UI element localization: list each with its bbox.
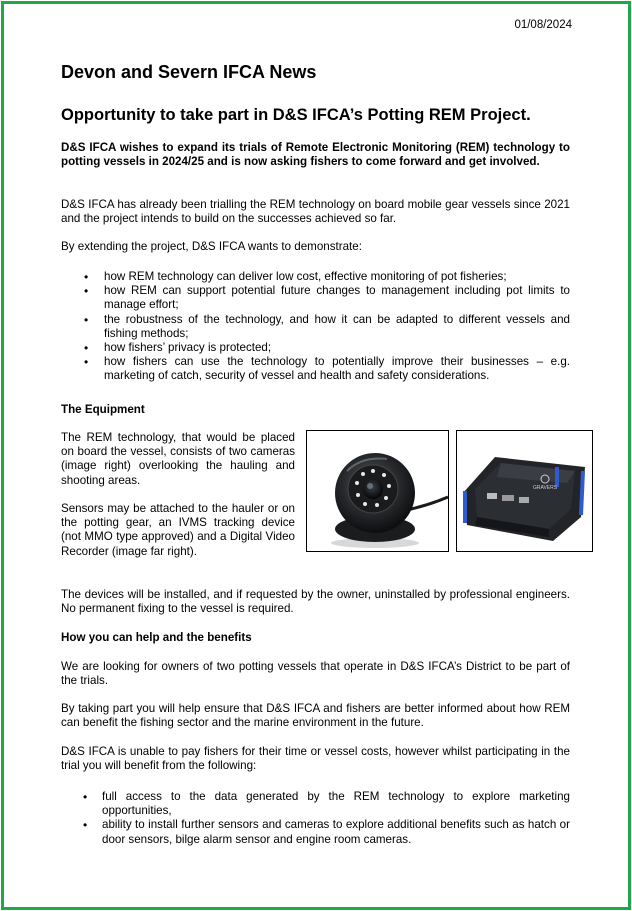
trialling-paragraph: D&S IFCA has already been trialling the REM technology on board mobile gear vessels since 2021 and the project intends to build on the successes achieved so far. xyxy=(61,198,570,226)
benefits-list xyxy=(61,790,570,847)
devices-paragraph: The devices will be installed, and if requested by the owner, uninstalled by professional engineers. No permanent fixing to the vessel is required. xyxy=(61,588,570,616)
digital-video-recorder-image xyxy=(456,430,593,552)
document-date: 01/08/2024 xyxy=(514,19,572,31)
list-item: • ability to install further sensors and cameras to explore additional benefits such as hatch or door sensors, bilge alarm sensor and engine room cameras. xyxy=(61,818,570,846)
list-item: • full access to the data generated by the REM technology to explore marketing opportunities, xyxy=(61,790,570,818)
equipment-paragraph-sensors: Sensors may be attached to the hauler or on the potting gear, an IVMS tracking device (not MMO type approved) and a Digital Video Recorder (image far right). xyxy=(61,502,295,558)
help-paragraph-owners: We are looking for owners of two potting vessels that operate in D&S IFCA’s District to be part of the trials. xyxy=(61,660,570,688)
list-item: • how fishers’ privacy is protected; xyxy=(61,341,570,355)
list-item: • how REM technology can deliver low cost, effective monitoring of pot fisheries; xyxy=(61,270,570,284)
extending-paragraph: By extending the project, D&S IFCA wants to demonstrate: xyxy=(61,240,362,253)
equipment-heading: The Equipment xyxy=(61,403,145,416)
intro-paragraph: D&S IFCA wishes to expand its trials of Remote Electronic Monitoring (REM) technology to potting vessels in 2024/25 and is now asking fishers to come forward and get involved. xyxy=(61,141,570,169)
camera-image xyxy=(306,430,449,552)
newsletter-title: Devon and Severn IFCA News xyxy=(61,62,317,82)
article-title: Opportunity to take part in D&S IFCA’s Potting REM Project. xyxy=(61,106,531,124)
equipment-paragraph-cameras: The REM technology, that would be placed on board the vessel, consists of two cameras (image right) overlooking the hauling and shooting areas. xyxy=(61,431,295,487)
demonstrate-list xyxy=(61,270,570,384)
list-item: • how fishers can use the technology to potentially improve their businesses – e.g. marketing of catch, security of vessel and health and safety considerations. xyxy=(61,355,570,383)
help-paragraph-informed: By taking part you will help ensure that D&S IFCA and fishers are better informed about how REM can benefit the fishing sector and the marine environment in the future. xyxy=(61,702,570,730)
list-item: • how REM can support potential future changes to management including pot limits to manage effort; xyxy=(61,284,570,312)
list-item: • the robustness of the technology, and how it can be adapted to different vessels and fishing methods; xyxy=(61,313,570,341)
help-heading: How you can help and the benefits xyxy=(61,631,252,644)
help-paragraph-costs: D&S IFCA is unable to pay fishers for their time or vessel costs, however whilst participating in the trial you will benefit from the following: xyxy=(61,745,570,773)
dvr-brand-label: GRAVERS xyxy=(533,485,558,491)
